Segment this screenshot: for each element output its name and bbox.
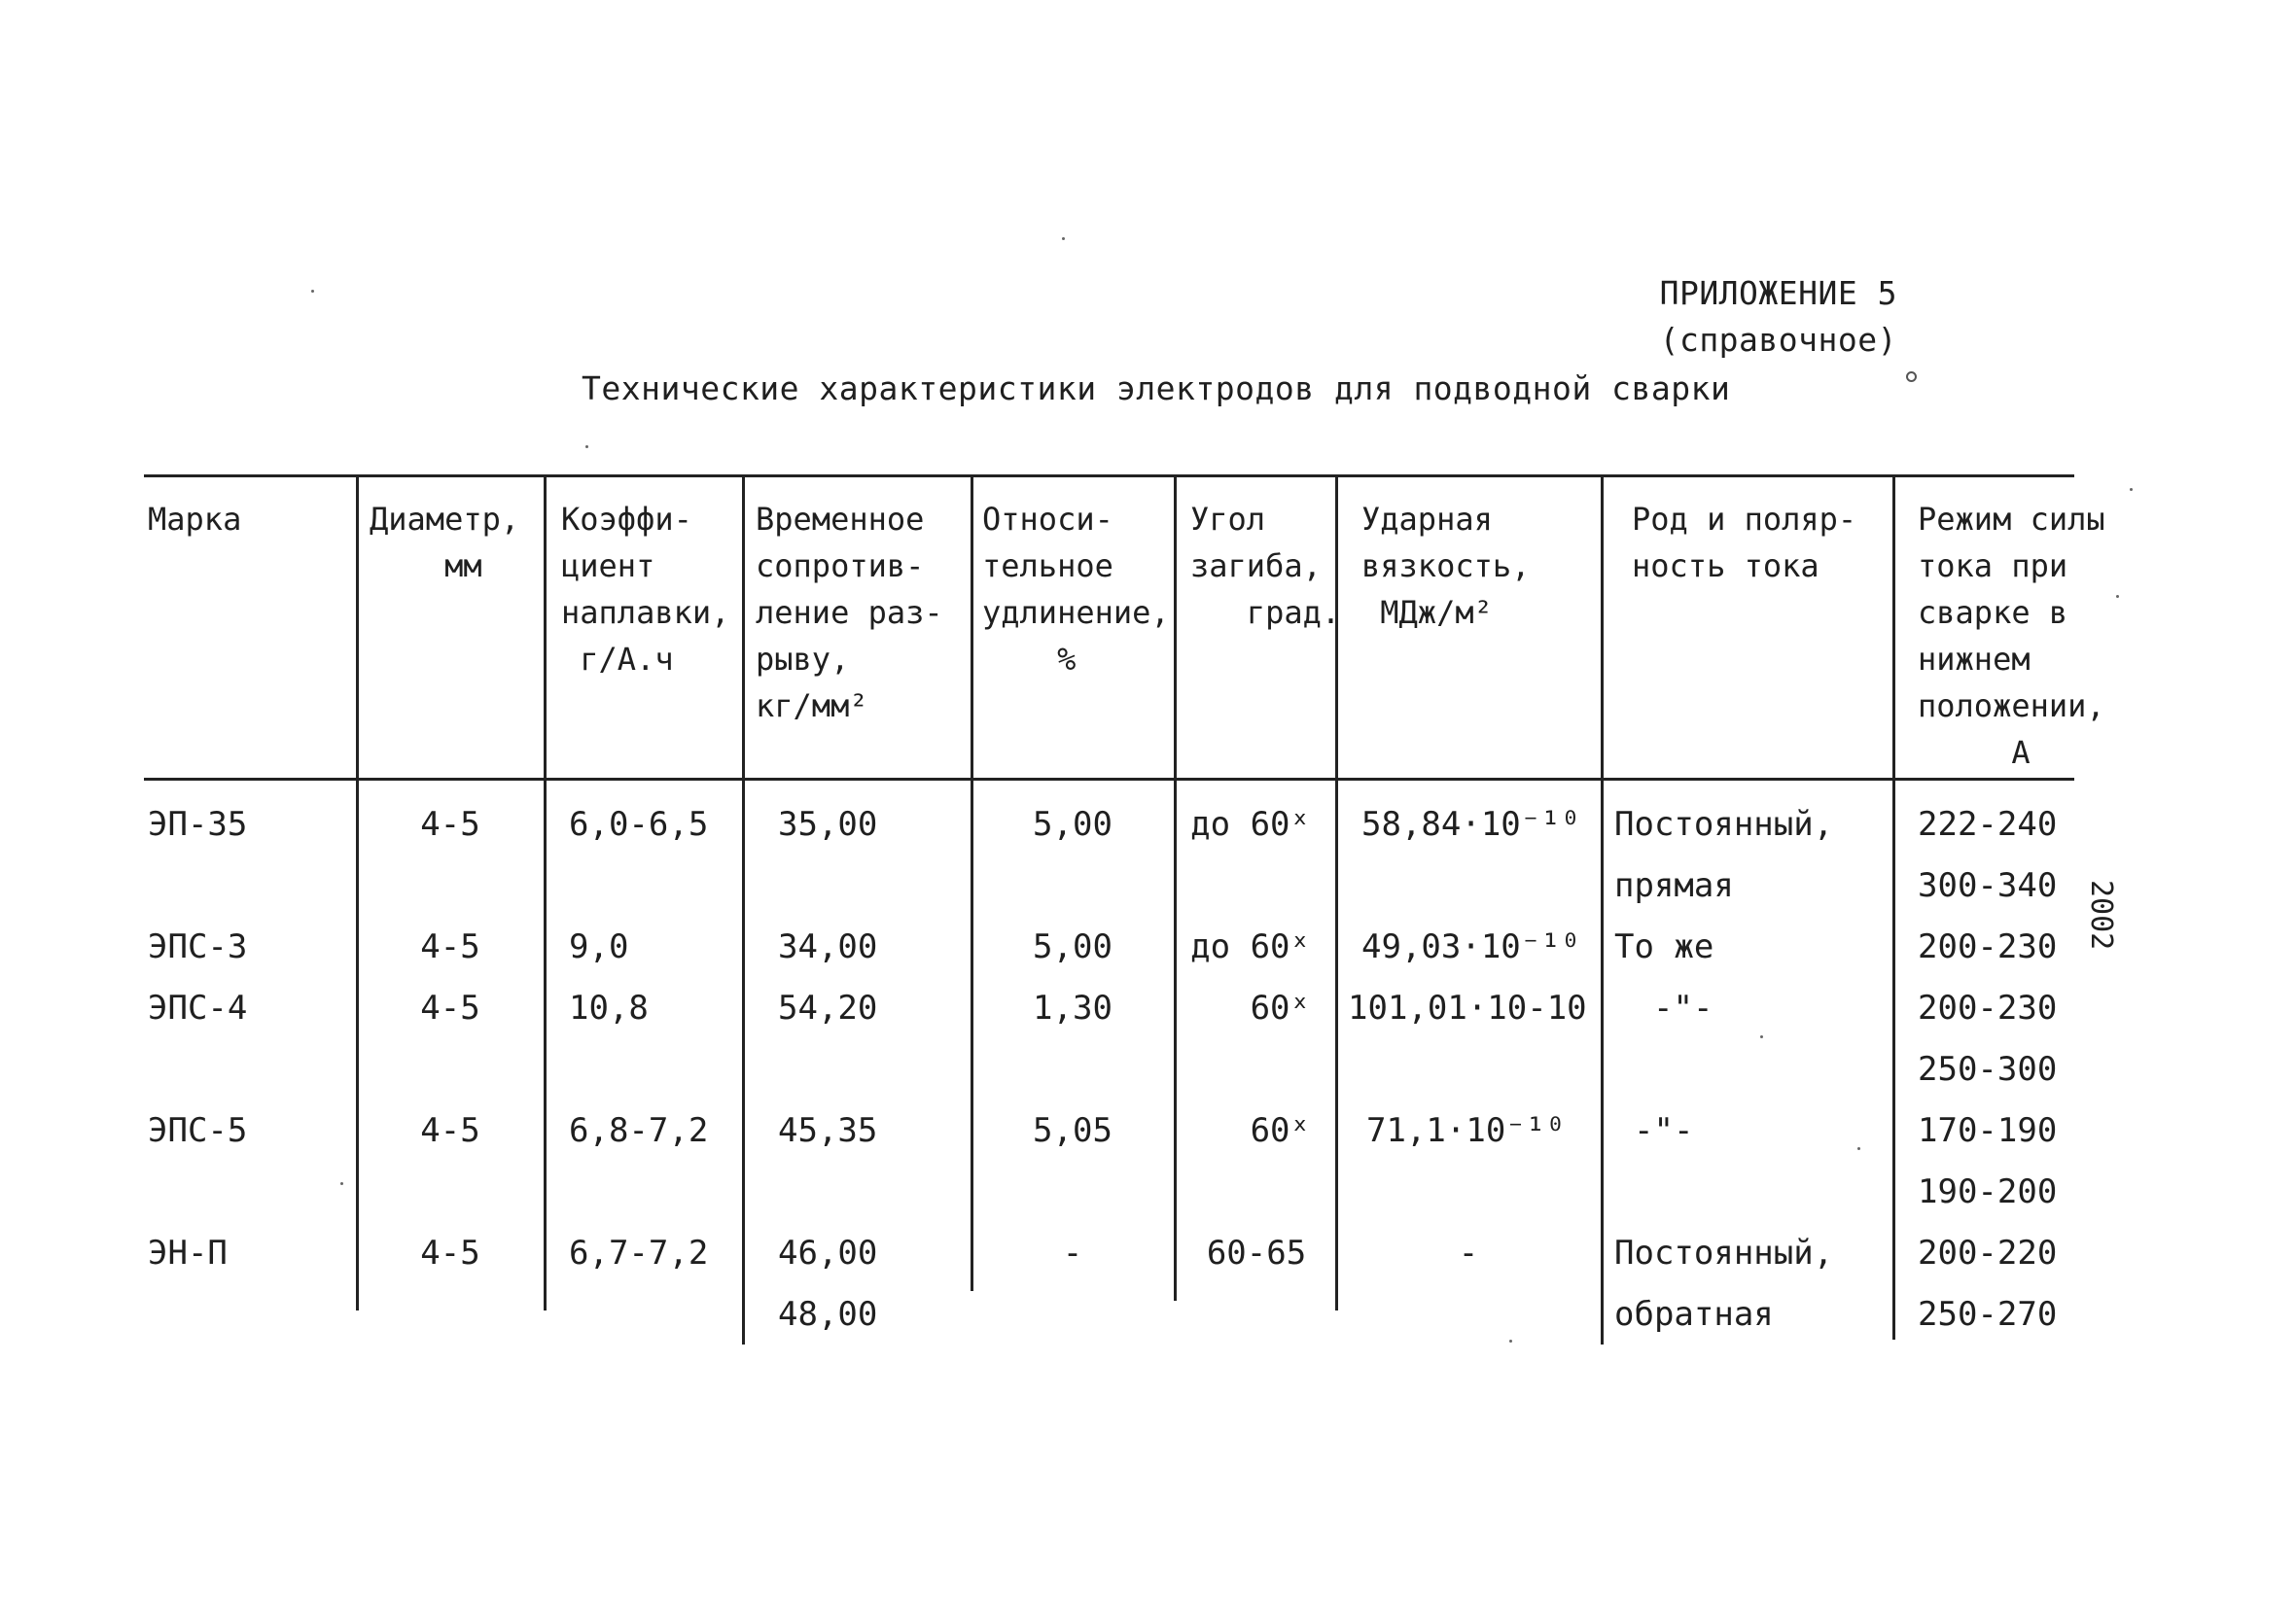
header-deposition-coefficient: Коэффи- циент наплавки, г/А.ч	[561, 501, 730, 678]
cell-elongation: 5,05	[1033, 1111, 1113, 1150]
scan-speck	[1857, 1147, 1860, 1150]
header-current-type: Род и поляр- ность тока	[1632, 501, 1857, 584]
scan-speck	[1062, 237, 1065, 240]
page-number: 2002	[2084, 880, 2118, 951]
cell-coefficient: 9,0	[569, 927, 629, 966]
appendix-number: ПРИЛОЖЕНИЕ 5	[1659, 274, 1897, 312]
column-divider	[742, 474, 745, 1345]
cell-coefficient: 6,0-6,5	[569, 805, 709, 844]
cell-diameter: 4-5	[420, 805, 480, 844]
cell-current-type: -"-	[1634, 1111, 1694, 1150]
cell-impact: 58,84·10⁻¹⁰	[1361, 805, 1581, 844]
scan-speck	[340, 1182, 343, 1185]
cell-impact: 71,1·10⁻¹⁰	[1366, 1111, 1566, 1150]
header-grade: Марка	[148, 501, 242, 538]
scan-speck	[2130, 488, 2133, 491]
cell-current-mode: 200-230	[1918, 927, 2058, 966]
cell-coefficient: 6,8-7,2	[569, 1111, 709, 1150]
scan-speck	[2116, 595, 2119, 598]
header-tensile-strength: Временное сопротив- ление раз- рыву, кг/мм²	[756, 501, 943, 724]
cell-grade: ЭПС-3	[148, 927, 248, 966]
cell-bend-angle: до 60ˣ	[1190, 927, 1310, 966]
cell-elongation: 5,00	[1033, 927, 1113, 966]
column-divider	[1892, 474, 1895, 1340]
cell-current-type: То же	[1614, 927, 1714, 966]
cell-current-mode: 170-190	[1918, 1111, 2058, 1150]
header-current-mode: Режим силы тока при сварке в нижнем положении, А	[1918, 501, 2105, 771]
scan-speck	[1760, 1035, 1763, 1038]
column-divider	[544, 474, 547, 1310]
cell-current-type: прямая	[1614, 866, 1734, 905]
appendix-label	[1660, 270, 1897, 364]
scan-speck	[1509, 1340, 1512, 1343]
cell-current-type: обратная	[1614, 1295, 1774, 1334]
cell-grade: ЭПС-5	[148, 1111, 248, 1150]
cell-coefficient: 10,8	[569, 989, 649, 1028]
cell-bend-angle: 60-65	[1206, 1234, 1307, 1273]
cell-impact: 49,03·10⁻¹⁰	[1361, 927, 1581, 966]
table-title: Технические характеристики электродов для подводной сварки	[582, 369, 1731, 407]
header-elongation: Относи- тельное удлинение, %	[982, 501, 1170, 678]
column-divider	[1174, 474, 1177, 1301]
cell-strength: 48,00	[778, 1295, 878, 1334]
cell-bend-angle: 60ˣ	[1250, 1111, 1310, 1150]
cell-diameter: 4-5	[420, 1111, 480, 1150]
cell-elongation: 1,30	[1033, 989, 1113, 1028]
cell-strength: 34,00	[778, 927, 878, 966]
cell-bend-angle: до 60ˣ	[1190, 805, 1310, 844]
cell-strength: 35,00	[778, 805, 878, 844]
cell-impact: -	[1458, 1234, 1479, 1273]
cell-grade: ЭН-П	[148, 1234, 228, 1273]
cell-elongation: -	[1062, 1234, 1083, 1273]
cell-strength: 45,35	[778, 1111, 878, 1150]
cell-current-mode: 222-240	[1918, 805, 2058, 844]
table-top-rule	[144, 474, 2074, 477]
appendix-type: (справочное)	[1659, 321, 1897, 359]
cell-current-mode: 190-200	[1918, 1172, 2058, 1211]
column-divider	[1601, 474, 1604, 1345]
cell-impact: 101,01·10-10	[1348, 989, 1587, 1028]
cell-current-type: -"-	[1653, 989, 1713, 1028]
cell-strength: 54,20	[778, 989, 878, 1028]
cell-current-mode: 250-270	[1918, 1295, 2058, 1334]
cell-grade: ЭПС-4	[148, 989, 248, 1028]
scan-speck	[311, 290, 314, 293]
cell-current-type: Постоянный,	[1614, 1234, 1834, 1273]
column-divider	[356, 474, 359, 1310]
cell-current-mode: 200-230	[1918, 989, 2058, 1028]
cell-grade: ЭП-35	[148, 805, 248, 844]
header-bend-angle: Угол загиба, град.	[1190, 501, 1341, 631]
cell-coefficient: 6,7-7,2	[569, 1234, 709, 1273]
header-diameter: Диаметр, мм	[370, 501, 520, 584]
column-divider	[971, 474, 973, 1291]
scan-speck	[1906, 371, 1917, 382]
cell-diameter: 4-5	[420, 927, 480, 966]
table-header-rule	[144, 778, 2074, 781]
cell-strength: 46,00	[778, 1234, 878, 1273]
cell-current-mode: 200-220	[1918, 1234, 2058, 1273]
cell-current-mode: 250-300	[1918, 1050, 2058, 1089]
cell-diameter: 4-5	[420, 1234, 480, 1273]
cell-elongation: 5,00	[1033, 805, 1113, 844]
scan-speck	[585, 445, 588, 448]
cell-current-mode: 300-340	[1918, 866, 2058, 905]
cell-current-type: Постоянный,	[1614, 805, 1834, 844]
cell-diameter: 4-5	[420, 989, 480, 1028]
header-impact-strength: Ударная вязкость, МДж/м²	[1361, 501, 1531, 631]
cell-bend-angle: 60ˣ	[1250, 989, 1310, 1028]
